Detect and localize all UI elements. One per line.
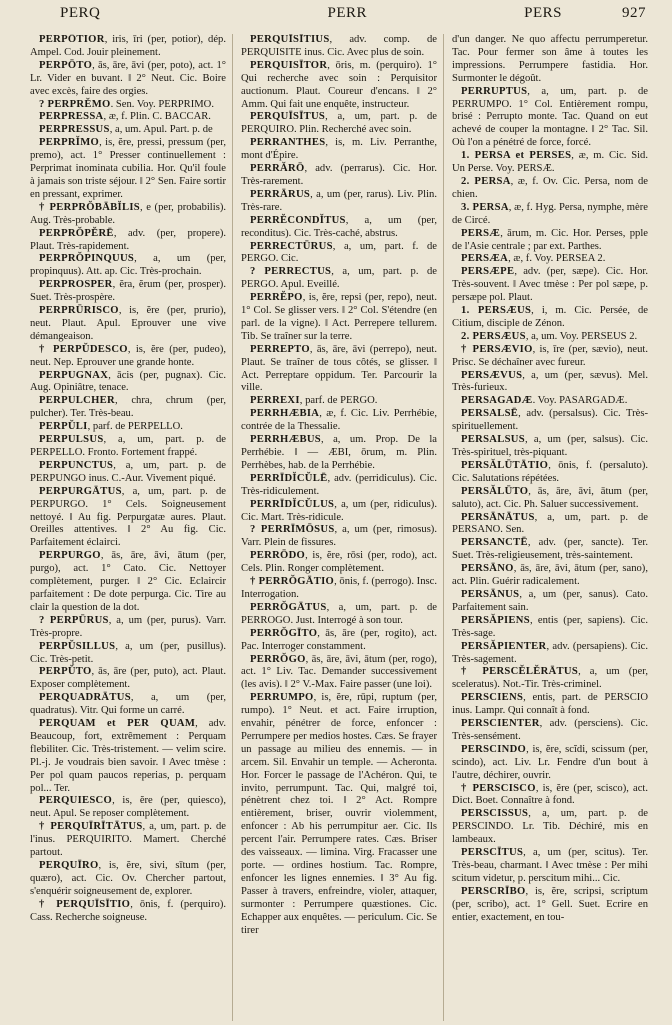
dictionary-entry [241, 292, 437, 344]
dictionary-entry [452, 150, 648, 176]
entry-headword: PERRUMPO [250, 692, 314, 704]
entry-definition: , æ, f. Hyg. Persa, nymphe, mère de Circé. [452, 201, 648, 226]
dictionary-entry [241, 215, 437, 241]
entry-headword: PERPUNCTUS [39, 459, 114, 471]
entry-definition: , æ, f. Cic. Liv. Perrhébie, contrée de la Thessalie. [241, 408, 437, 433]
dictionary-entry [30, 395, 226, 421]
entry-headword: PERRĀRUS [250, 188, 311, 200]
dictionary-entry [30, 111, 226, 124]
entry-definition: , is, īre (per, sævio), neut. Prisc. Se déchaîner avec fureur. [452, 343, 648, 368]
dictionary-entry [30, 279, 226, 305]
entry-definition: , æ, m. Cic. Sid. Un Perse. Voy. PERSÆ. [452, 150, 648, 175]
dictionary-entry [241, 395, 437, 408]
entry-definition: , ōnis, f. (perrogo). Insc. Interrogation. [241, 576, 437, 600]
dictionary-entry [241, 266, 437, 292]
dictionary-entry [452, 486, 648, 512]
dictionary-entry [452, 808, 648, 847]
entry-definition: , a, um (per, scitus). Ter. Très-beau, charmant. ‖ Avec tmèse : Per mihi scitum videtur, p. perscitum mihi... Cic. [452, 847, 648, 884]
entry-headword: PERRĂRŌ [250, 163, 305, 175]
entry-definition: , entis (per, sapiens). Cic. Très-sage. [452, 614, 648, 639]
dictionary-entry [30, 666, 226, 692]
entry-definition: , a, um (per, reconditus). Cic. Très-caché, abstrus. [241, 214, 437, 239]
entry-headword: PERRĪDĬCŬLĒ [250, 472, 328, 484]
dictionary-entry [452, 434, 648, 460]
dictionary-entry [452, 847, 648, 886]
entry-headword: PERPRŎPĔRĒ [39, 227, 114, 239]
entry-headword: PERSÆVUS [461, 369, 523, 381]
dictionary-entry [452, 589, 648, 615]
entry-headword: ? PERPŪRUS [39, 614, 109, 626]
entry-definition: , adv. (persciens). Cic. Très-sensément. [452, 718, 648, 742]
entry-headword: PERSÆ [461, 227, 501, 239]
dictionary-entry [452, 512, 648, 538]
entry-headword: † PERQUĪRĪTĀTUS [39, 821, 143, 833]
entry-definition: , æ, f. Plin. C. BACCAR. [103, 111, 211, 123]
entry-definition: , is, ĕre, rōsi (per, rodo), act. Cels. Plin. Ronger complètement. [241, 550, 437, 575]
entry-headword: PERSĂPIENTER [461, 640, 547, 652]
dictionary-entry [30, 434, 226, 460]
entry-definition: , ōnis, f. (perquiro). Cass. Recherche soigneuse. [30, 898, 227, 923]
entry-definition: , ōnis, f. (persaluto). Cic. Salutations répétées. [452, 459, 648, 484]
entry-definition: , is, ĕre, scripsi, scriptum (per, scribo), act. 1° Gell. Suet. Ecrire en entier, exactement, en tou- [452, 885, 648, 923]
entry-headword: PERSCIENTER [461, 718, 540, 730]
entry-definition: , is, ĕre, scĭdi, scissum (per, scindo), act. Liv. Lr. Fendre d'un bout à l'autre, déchirer, ouvrir. [452, 743, 648, 781]
entry-definition: , is, ĕre, rūpi, ruptum (per, rumpo). 1° Neut. et act. Faire irruption, envahir, pénétrer de force, enfoncer : Perrumpere per medios hostes. Cæs. Se frayer un passage au milieu des ennemis. — in arcem. Sil. Envahir un temple. — Acheronta. Hor. Forcer le passage de l'Achéron. Qui, te invito, perrumpunt. Tac. Qui, malgré toi, pénètrent chez toi. ‖ 2° Act. Rompre entièrement, briser, ouvrir violemment, enfoncer : Ab his perrumpitur aer. Cic. Ils percent l'air. Perrumpere rates. Cæs. Briser des vaisseaux. — limina. Virg. Fracasser une porte. — ordines hostium. Tac. Rompre, enfoncer les lignes ennemies. ‖ 3° Au fig. Passer à travers, enfreindre, violer, attaquer, surmonter : Perrumpere quæstiones. Cic. Echapper aux enquêtes. — periculum. Cic. Se tirer [241, 692, 437, 936]
entry-headword: PERSCISSUS [461, 808, 529, 820]
dictionary-entry [241, 499, 437, 525]
entry-headword: PERQUADRĀTUS [39, 692, 131, 704]
entry-headword: PERSĂLŪTO [461, 485, 529, 497]
left-guide-word: PERQ [60, 5, 101, 21]
dictionary-entry [30, 692, 226, 718]
entry-definition: , ās, āre, āvi, ātum (per, saluto), act. Cic. Ph. Saluer successivement. [452, 485, 648, 510]
dictionary-entry [30, 718, 226, 795]
entry-headword: PERSÆPE [461, 266, 515, 278]
entry-headword: PERSÆA [461, 253, 509, 265]
entry-definition: , æ, f. Voy. PERSEA 2. [508, 253, 606, 265]
entry-headword: PERRHÆBUS [250, 434, 321, 446]
page-number: 927 [622, 5, 646, 21]
entry-definition: , a, um (per, sceleratus). Not.-Tir. Très-criminel. [452, 666, 648, 691]
entry-definition: , parf. de PERPELLO. [87, 421, 183, 433]
entry-headword: PERREXI [250, 395, 300, 407]
dictionary-entry [30, 137, 226, 202]
entry-definition: , a, um. Apul. Part. p. de [109, 124, 213, 136]
column-2 [241, 34, 444, 1021]
entry-definition: , a, um (per, salsus). Cic. Très-spirituel, très-piquant. [452, 434, 648, 458]
entry-definition: , chra, chrum (per, pulcher). Ter. Très-beau. [30, 395, 226, 420]
dictionary-entry [30, 641, 226, 667]
entry-definition: , is, ĕre (per, quiesco), neut. Apul. Se reposer complètement. [30, 795, 226, 820]
dictionary-entry [241, 344, 437, 396]
entry-definition: , parf. de PERGO. [299, 395, 378, 407]
entry-definition: , adv. (persapiens). Cic. Très-sagement. [452, 640, 648, 665]
dictionary-entry [452, 253, 648, 266]
dictionary-entry [241, 576, 437, 602]
entry-definition: , adv. (per, sæpe). Cic. Hor. Très-souvent. ‖ Avec tmèse : Per pol sæpe, p. persæpe pol. Plaut. [452, 266, 648, 304]
entry-definition: , adv. (per, sancte). Ter. Suet. Très-religieusement, très-saintement. [452, 537, 648, 562]
dictionary-entry [452, 615, 648, 641]
entry-headword: † PERQUĪSĪTIO [39, 898, 131, 910]
dictionary-entry [452, 202, 648, 228]
entry-definition: , iris, īri (per, potior), dép. Ampel. Cod. Jouir pleinement. [30, 34, 226, 58]
entry-definition: , a, um (per, ridiculus). Cic. Mart. Très-ridicule. [241, 498, 437, 523]
entry-definition: , a, um, part. p. de PERRUMPO. 1° Col. Entièrement rompu, brisé : Perrupto monte. Tac. Quand on eut achevé de couper la montagne. ‖ 2° Tac. Sil. Où l'on a pénétré de force, forcé. [452, 85, 648, 149]
entry-definition: , e (per, probabilis). Aug. Très-probable. [30, 201, 226, 226]
dictionary-entry [241, 34, 437, 60]
entry-headword: ? PERRECTUS [250, 266, 332, 278]
entry-headword: PERPRŪRISCO [39, 305, 119, 317]
dictionary-entry [241, 550, 437, 576]
dictionary-entry [30, 34, 226, 60]
dictionary-entry [452, 666, 648, 692]
entry-headword: PERRŎGO [250, 653, 306, 665]
dictionary-entry [241, 189, 437, 215]
dictionary-entry [452, 86, 648, 151]
entry-headword: PERPRŎPINQUUS [39, 253, 135, 265]
dictionary-entry [241, 60, 437, 112]
entry-definition: , ĕra, ĕrum (per, prosper). Suet. Très-prospère. [30, 279, 226, 304]
entry-headword: PERSALSĒ [461, 408, 519, 420]
entry-headword: PERSALSUS [461, 434, 525, 446]
entry-definition: , a, um (per, sanus). Cato. Parfaitement sain. [452, 588, 648, 613]
entry-headword: PERQUĪSĪTIUS [250, 34, 330, 45]
dictionary-entry [30, 421, 226, 434]
entry-definition: , a, um. Voy. PERSEUS 2. [525, 330, 638, 342]
entry-headword: PERRECTŪRUS [250, 240, 333, 252]
entry-definition: , ārum, m. Cic. Hor. Perses, pple de l'Asie centrale ; par ext. Parthes. [452, 227, 648, 252]
dictionary-entry [452, 305, 648, 331]
dictionary-columns [30, 34, 648, 1021]
entry-headword: PERSANCTĒ [461, 537, 528, 549]
entry-headword: PERQUĪRO [39, 860, 99, 871]
entry-headword: PERRŌDO [250, 550, 306, 562]
dictionary-entry [30, 253, 226, 279]
entry-headword: PERPRĬMO [39, 137, 100, 149]
entry-definition: , ās, āre, āvi (perrepo), neut. Plaut. Se traîner de tous côtés, se glisser. ‖ Act. Perreptare oppidum. Ter. Parcourir la ville. [241, 343, 437, 394]
entry-definition: , adv. (per, propere). Plaut. Très-rapidement. [30, 227, 226, 252]
entry-headword: PERRUPTUS [461, 85, 528, 97]
dictionary-entry [452, 266, 648, 305]
entry-definition: , adv. (perridiculus). Cic. Très-ridiculement. [241, 472, 437, 497]
entry-headword: PERSCIENS [461, 692, 524, 704]
dictionary-entry [241, 163, 437, 189]
entry-definition: , is, ĕre (per, pudeo), neut. Nep. Eprouver une grande honte. [30, 343, 226, 368]
entry-definition: , a, um, part. p. de PERPELLO. Fronto. Fortement frappé. [30, 434, 226, 458]
dictionary-entry [241, 241, 437, 267]
entry-definition: , ās, āre (per, puto), act. Plaut. Exposer complètement. [30, 666, 226, 691]
entry-definition: , ās, āre, āvi (per, poto), act. 1° Lr. Vider en buvant. ‖ 2° Neut. Cic. Boire avec excès, faire des orgies. [30, 59, 226, 97]
entry-headword: PERPRESSA [39, 111, 104, 123]
dictionary-entry [30, 60, 226, 99]
entry-definition: , a, um, part. p. de PERSANO. Sen. [452, 511, 648, 536]
entry-headword: PERSCRĪBO [461, 885, 526, 897]
entry-headword: ? PERPRĔMO [39, 98, 111, 110]
entry-headword: PERRŎGĀTUS [250, 601, 327, 613]
entry-headword: PERQUĪSĪTUS [250, 111, 326, 123]
entry-definition: . Voy. PASARGADÆ. [532, 395, 628, 407]
dictionary-entry [30, 305, 226, 344]
dictionary-entry [452, 228, 648, 254]
entry-headword: PERPURGĀTUS [39, 485, 122, 497]
entry-definition: , a, um, part. p. de PERGO. Apul. Eveillé. [241, 266, 437, 291]
entry-headword: PERSĀNUS [461, 588, 520, 600]
entry-definition: , adv. (persalsus). Cic. Très-spirituellement. [452, 408, 648, 433]
entry-headword: † PERRŎGĀTIO [250, 576, 335, 588]
entry-definition: , is, ĕre, pressi, pressum (per, premo), act. 1° Presser continuellement : Perprimat inominata cubilia. Hor. Qu'il foule à jamais son triste séjour. ‖ 2° Sen. Faire sortir en pressant, exprimer. [30, 137, 226, 200]
entry-definition: , a, um (per, purus). Varr. Très-propre. [30, 614, 226, 639]
dictionary-entry [241, 692, 437, 937]
dictionary-entry [452, 408, 648, 434]
dictionary-entry [30, 99, 226, 112]
entry-headword: 2. PERSA [461, 175, 511, 187]
entry-headword: PERSĀNĀTUS [461, 511, 535, 523]
column-3 [452, 34, 648, 1021]
entry-headword: PERRŎGĪTO [250, 627, 318, 639]
entry-headword: PERPŬSILLUS [39, 640, 116, 652]
dictionary-entry [30, 899, 226, 925]
entry-headword: PERPŬLI [39, 421, 88, 433]
dictionary-entry [30, 370, 226, 396]
entry-headword: PERSĂPIENS [461, 614, 530, 626]
entry-headword: PERPRESSUS [39, 124, 110, 136]
entry-headword: † PERPRŎBĀBĬLIS [39, 201, 140, 213]
entry-headword: † PERPŬDESCO [39, 343, 128, 355]
entry-definition: , a, um, part. p. de PERPURGO. 1° Cels. Soigneusement nettoyé. ‖ Au fig. Perpurgatæ aures. Plaut. Oreilles attentives. ‖ 2° Au fig. Cic. Parfaitement éclairci. [30, 485, 226, 549]
entry-definition: , adv. Beaucoup, fort, extrêmement : Perquam flebiliter. Cic. Très-tristement. — velim scire. Pl.-j. Je voudrais bien savoir. ‖ Avec tmèse : Per pol quam paucos reperias, p. perquam pol... Ter. [30, 718, 226, 794]
entry-definition: d'un danger. Ne quo affectu perrumperetur. Tac. Pour fermer son âme à toutes les impressions. Perrumpere fastidia. Hor. Surmonter le dégoût. [452, 34, 648, 84]
entry-headword: PERQUISĪTOR [250, 59, 328, 71]
entry-definition: , adv. comp. de PERQUISITE inus. Cic. Avec plus de soin. [241, 34, 437, 58]
dictionary-entry [241, 137, 437, 163]
dictionary-entry [452, 692, 648, 718]
entry-definition: , a, um (per, rimosus). Varr. Plein de fissures. [241, 524, 437, 549]
dictionary-entry [452, 563, 648, 589]
entry-definition: , a, um. Prop. De la Perrhébie. ‖ — ÆBI, ōrum, m. Plin. Perrhèbes, hab. de la Perrhébie. [241, 434, 437, 471]
entry-headword: † PERSCĔLĔRĀTUS [461, 666, 579, 678]
dictionary-entry [241, 111, 437, 137]
entry-headword: PERPULCHER [39, 395, 115, 407]
center-guide-word: PERR [327, 5, 367, 21]
entry-definition: , a, um (per, quadratus). Vitr. Qui forme un carré. [30, 692, 226, 717]
entry-definition: , a, um (per, pusillus). Cic. Très-petit. [30, 640, 226, 665]
dictionary-entry [30, 202, 226, 228]
entry-headword: † PERSÆVIO [461, 343, 533, 355]
entry-definition: , ācis (per, pugnax). Cic. Aug. Opiniâtre, tenace. [30, 369, 226, 394]
dictionary-entry [452, 34, 648, 86]
dictionary-entry [452, 537, 648, 563]
dictionary-entry [241, 408, 437, 434]
entry-headword: PERQUAM et PER QUAM [39, 718, 196, 730]
dictionary-entry [452, 344, 648, 370]
entry-headword: PERSCĪTUS [461, 847, 524, 859]
dictionary-entry [30, 821, 226, 860]
dictionary-entry [30, 228, 226, 254]
entry-headword: PERPULSUS [39, 434, 104, 446]
entry-definition: , a, um, part. p. de PERQUIRO. Plin. Recherché avec soin. [241, 111, 437, 136]
entry-definition: , a, um, part. p. de PERPUNGO inus. C.-Aur. Vivement piqué. [30, 459, 226, 484]
dictionary-entry [241, 434, 437, 473]
entry-definition: , a, um (per, rarus). Liv. Plin. Très-rare. [241, 188, 437, 213]
entry-definition: , a, um, part. p. de PERROGO. Just. Interrogé à son tour. [241, 601, 437, 626]
entry-definition: , is, m. Liv. Perranthe, mont d'Épire. [241, 137, 437, 162]
entry-headword: 1. PERSÆUS [461, 305, 532, 317]
header-right [524, 5, 646, 22]
entry-definition: , i, m. Cic. Persée, de Citium, disciple de Zénon. [452, 305, 648, 329]
entry-headword: PERRĔCONDĬTUS [250, 214, 346, 226]
entry-headword: PERPŬTO [39, 666, 92, 678]
entry-definition: , a, um, part. f. de PERGO. Cic. [241, 240, 437, 265]
entry-definition: , entis, part. de PERSCIO inus. Lampr. Qui connaît à fond. [452, 692, 648, 717]
entry-definition: , æ, f. Ov. Cic. Persa, nom de chien. [452, 175, 648, 200]
entry-headword: PERPŌTIOR [39, 34, 105, 45]
entry-headword: † PERSCISCO [461, 782, 536, 794]
entry-headword: PERSĀNO [461, 563, 514, 575]
dictionary-entry [452, 331, 648, 344]
dictionary-entry [241, 654, 437, 693]
dictionary-entry [452, 744, 648, 783]
entry-headword: 1. PERSA et PERSES [461, 150, 572, 162]
dictionary-entry [452, 641, 648, 667]
dictionary-entry [452, 783, 648, 809]
dictionary-entry [30, 460, 226, 486]
entry-headword: PERSAGADÆ [461, 395, 533, 407]
dictionary-entry [452, 886, 648, 925]
entry-headword: PERQUIESCO [39, 795, 113, 807]
page-header [28, 5, 646, 29]
entry-headword: PERRHÆBIA [250, 408, 320, 420]
entry-definition: , ās, āre, āvi, ātum (per, rogo), act. 1° Liv. Tac. Demander successivement (les avis). ‖ 2° V.-Max. Faire passer (une loi). [241, 653, 437, 691]
entry-headword: PERREPTO [250, 343, 310, 355]
entry-definition: , ās, āre (per, rogito), act. Pac. Interroger constamment. [241, 627, 437, 652]
column-1 [30, 34, 233, 1021]
dictionary-entry [241, 524, 437, 550]
entry-definition: , a, um, part. p. de PERSCINDO. Lr. Tib. Déchiré, mis en lambeaux. [452, 808, 648, 846]
entry-headword: PERPROSPER [39, 279, 113, 291]
entry-definition: , a, um (per, sævus). Mel. Très-furieux. [452, 369, 648, 394]
right-guide-word: PERS [524, 5, 562, 21]
entry-definition: , is, ĕre, repsi (per, repo), neut. 1° Col. Se glisser vers. ‖ 2° Col. S'étendre (en parl. de la vigne). ‖ Act. Perrepere tellurem. Tib. Se traîner sur la terre. [241, 292, 437, 342]
entry-definition: , a, um, part. p. de l'inus. PERQUIRITO. Mamert. Cherché partout. [30, 821, 226, 859]
dictionary-entry [241, 602, 437, 628]
entry-headword: PERSĂLŪTĀTIO [461, 459, 549, 471]
dictionary-entry [452, 370, 648, 396]
entry-definition: , is, ĕre, sivi, sītum (per, quæro), act. Cic. Ov. Chercher partout, s'enquérir soigneusement de, explorer. [30, 860, 226, 897]
entry-headword: PERSCINDO [461, 743, 527, 755]
entry-headword: ? PERRĪMŌSUS [250, 524, 335, 536]
dictionary-entry [30, 550, 226, 615]
dictionary-entry [30, 795, 226, 821]
entry-headword: PERPURGO [39, 550, 101, 562]
dictionary-entry [30, 124, 226, 137]
dictionary-entry [241, 628, 437, 654]
entry-definition: , ās, āre, āvi, ātum (per, sano), act. Plin. Guérir radicalement. [452, 563, 648, 588]
entry-headword: PERPŌTO [39, 59, 93, 71]
entry-headword: 2. PERSÆUS [461, 330, 526, 342]
entry-headword: 3. PERSA [461, 201, 509, 213]
entry-definition: , is, ĕre (per, scisco), act. Dict. Boet. Connaître à fond. [452, 782, 648, 807]
entry-definition: , a, um (per, propinquus). Att. ap. Cic. Très-prochain. [30, 253, 226, 278]
entry-headword: PERRĔPO [250, 292, 303, 304]
entry-headword: PERRĪDĬCŬLUS [250, 498, 335, 510]
dictionary-entry [30, 615, 226, 641]
dictionary-entry [30, 344, 226, 370]
dictionary-entry [30, 486, 226, 551]
entry-headword: PERPUGNAX [39, 369, 109, 381]
entry-definition: , ās, āre, āvi, ātum (per, purgo), act. 1° Cato. Cic. Nettoyer complètement, purger. ‖ 2° Cic. Eclaircir parfaitement : De dote perpurga. Cic. Tire au clair la question de la dot. [30, 550, 226, 613]
dictionary-entry [452, 176, 648, 202]
dictionary-entry [452, 718, 648, 744]
entry-definition: , is, ĕre (per, prurio), neut. Plaut. Apul. Eprouver une vive démangeaison. [30, 305, 226, 342]
dictionary-entry [30, 860, 226, 899]
dictionary-entry [452, 395, 648, 408]
dictionary-entry [241, 473, 437, 499]
entry-definition: . Sen. Voy. PERPRIMO. [110, 98, 214, 110]
entry-definition: , ōris, m. (perquiro). 1° Qui recherche avec soin : Perquisitor auctionum. Plaut. Coureur d'encans. ‖ 2° Amm. Qui fait une enquête, instructeur. [241, 59, 437, 110]
entry-definition: , adv. (perrarus). Cic. Hor. Très-rarement. [241, 163, 437, 187]
entry-headword: PERRANTHES [250, 137, 326, 149]
dictionary-entry [452, 460, 648, 486]
